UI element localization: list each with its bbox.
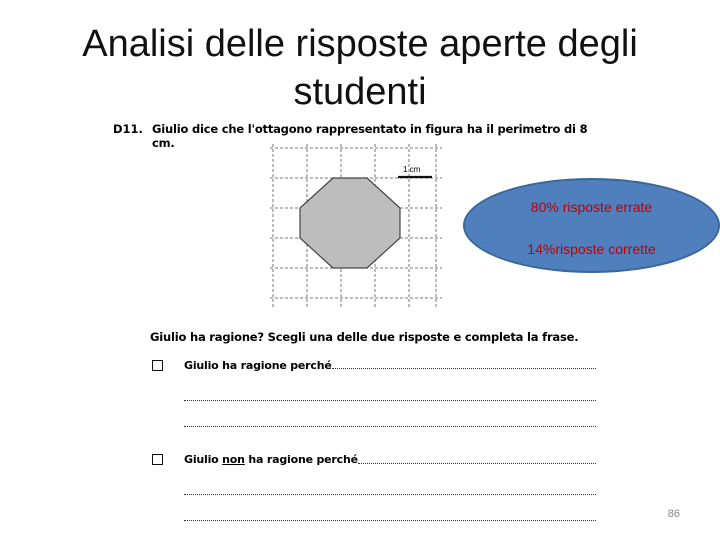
octagon-grid-figure	[270, 144, 450, 314]
callout-correct-percent: 14%risposte corrette	[527, 241, 656, 257]
slide-title-line-1: Analisi delle risposte aperte degli	[82, 23, 638, 65]
question-label: D11.	[113, 122, 143, 136]
callout-wrong-percent: 80% risposte errate	[530, 199, 653, 215]
answer-line-2b[interactable]	[184, 494, 596, 495]
answer-line-2a[interactable]	[358, 463, 596, 464]
option-2-text-pre: Giulio	[184, 453, 223, 466]
scale-label: 1 cm	[403, 165, 421, 174]
slide-title-line-2: studenti	[293, 71, 427, 113]
checkbox-option-1[interactable]	[152, 360, 163, 371]
question-scan	[108, 116, 608, 532]
answer-line-2c[interactable]	[184, 520, 596, 521]
answer-line-1a[interactable]	[332, 368, 596, 369]
answer-line-1b[interactable]	[184, 400, 596, 401]
option-1-text: Giulio ha ragione perché	[184, 359, 332, 372]
question-text: Giulio dice che l'ottagono rappresentato in figura ha il perimetro di 8 cm.	[152, 122, 588, 150]
checkbox-option-2[interactable]	[152, 454, 163, 465]
slide-title	[60, 20, 660, 116]
octagon-shape	[300, 178, 400, 268]
option-2-text-non: non	[222, 453, 245, 466]
option-2-text-post: ha ragione perché	[244, 453, 358, 466]
result-callout	[463, 178, 720, 273]
choice-prompt: Giulio ha ragione? Scegli una delle due risposte e completa la frase.	[150, 330, 579, 344]
page-number: 86	[667, 508, 680, 520]
option-2-text	[184, 453, 358, 466]
answer-line-1c[interactable]	[184, 426, 596, 427]
